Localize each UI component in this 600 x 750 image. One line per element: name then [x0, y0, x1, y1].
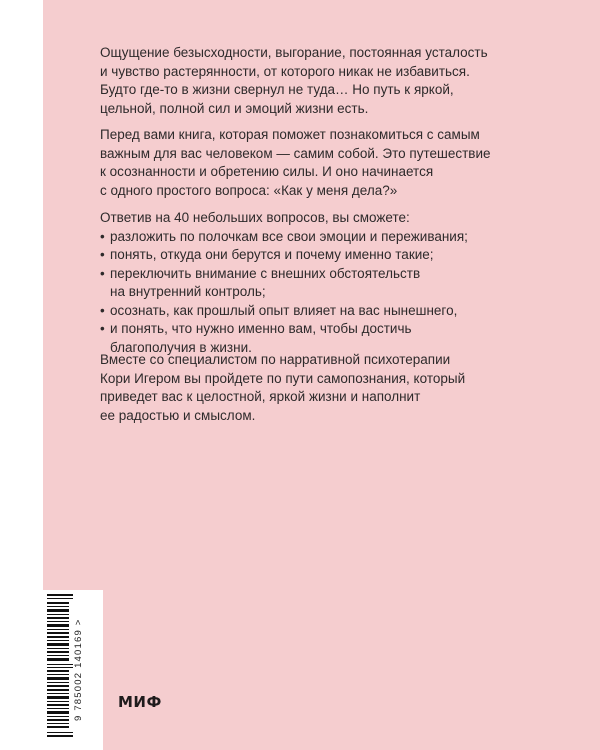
- bullet-marker: •: [100, 247, 105, 262]
- publisher-logo: МИФ: [118, 693, 162, 711]
- list-item: [100, 265, 520, 302]
- list-item-text: на внутренний контроль;: [110, 284, 266, 299]
- text-line: Кори Игером вы пройдете по пути самопознания, который: [100, 370, 466, 386]
- text-line: к осознанности и обретению силы. И оно начинается: [100, 164, 434, 179]
- bullet-marker: •: [100, 228, 105, 244]
- list-item: [100, 302, 520, 321]
- bullet-marker: •: [100, 265, 105, 281]
- list-item: [100, 228, 520, 247]
- text-line: Перед вами книга, которая поможет познакомиться с самым: [100, 127, 480, 142]
- list-item-text: благополучия в жизни.: [110, 339, 252, 355]
- paragraph-intro: [100, 44, 520, 118]
- paragraph-author: [100, 351, 520, 425]
- list-item-text: понять, откуда они берутся и почему именно такие;: [110, 247, 434, 262]
- text-line: Будто где-то в жизни свернул не туда… Но путь к яркой,: [100, 82, 454, 97]
- text-line: цельной, полной сил и эмоций жизни есть.: [100, 100, 369, 116]
- text-line: важным для вас человеком — самим собой. Это путешествие: [100, 145, 491, 161]
- bullet-marker: •: [100, 302, 105, 318]
- list-item: [100, 246, 520, 265]
- barcode-number: 9 785002 140169 >: [73, 618, 84, 722]
- list-intro: Ответив на 40 небольших вопросов, вы сможете:: [100, 210, 410, 225]
- list-item-text: переключить внимание с внешних обстоятельств: [110, 265, 421, 281]
- text-line: ее радостью и смыслом.: [100, 407, 256, 423]
- text-line: Вместе со специалистом по нарративной психотерапии: [100, 352, 451, 367]
- benefits-section: [100, 209, 520, 357]
- bullet-marker: •: [100, 321, 105, 336]
- paragraph-book-purpose: [100, 126, 520, 200]
- benefits-list: [100, 228, 520, 358]
- text-line: и чувство растерянности, от которого никак не избавиться.: [100, 63, 470, 79]
- text-line: приведет вас к целостной, яркой жизни и наполнит: [100, 389, 421, 404]
- list-item-text: осознать, как прошлый опыт влияет на вас нынешнего,: [110, 302, 458, 318]
- barcode-bars: [47, 590, 75, 746]
- text-line: с одного простого вопроса: «Как у меня дела?»: [100, 182, 398, 198]
- list-item-text: разложить по полочкам все свои эмоции и переживания;: [110, 228, 468, 244]
- text-line: Ощущение безысходности, выгорание, постоянная усталость: [100, 45, 488, 60]
- list-item-text: и понять, что нужно именно вам, чтобы достичь: [110, 321, 412, 336]
